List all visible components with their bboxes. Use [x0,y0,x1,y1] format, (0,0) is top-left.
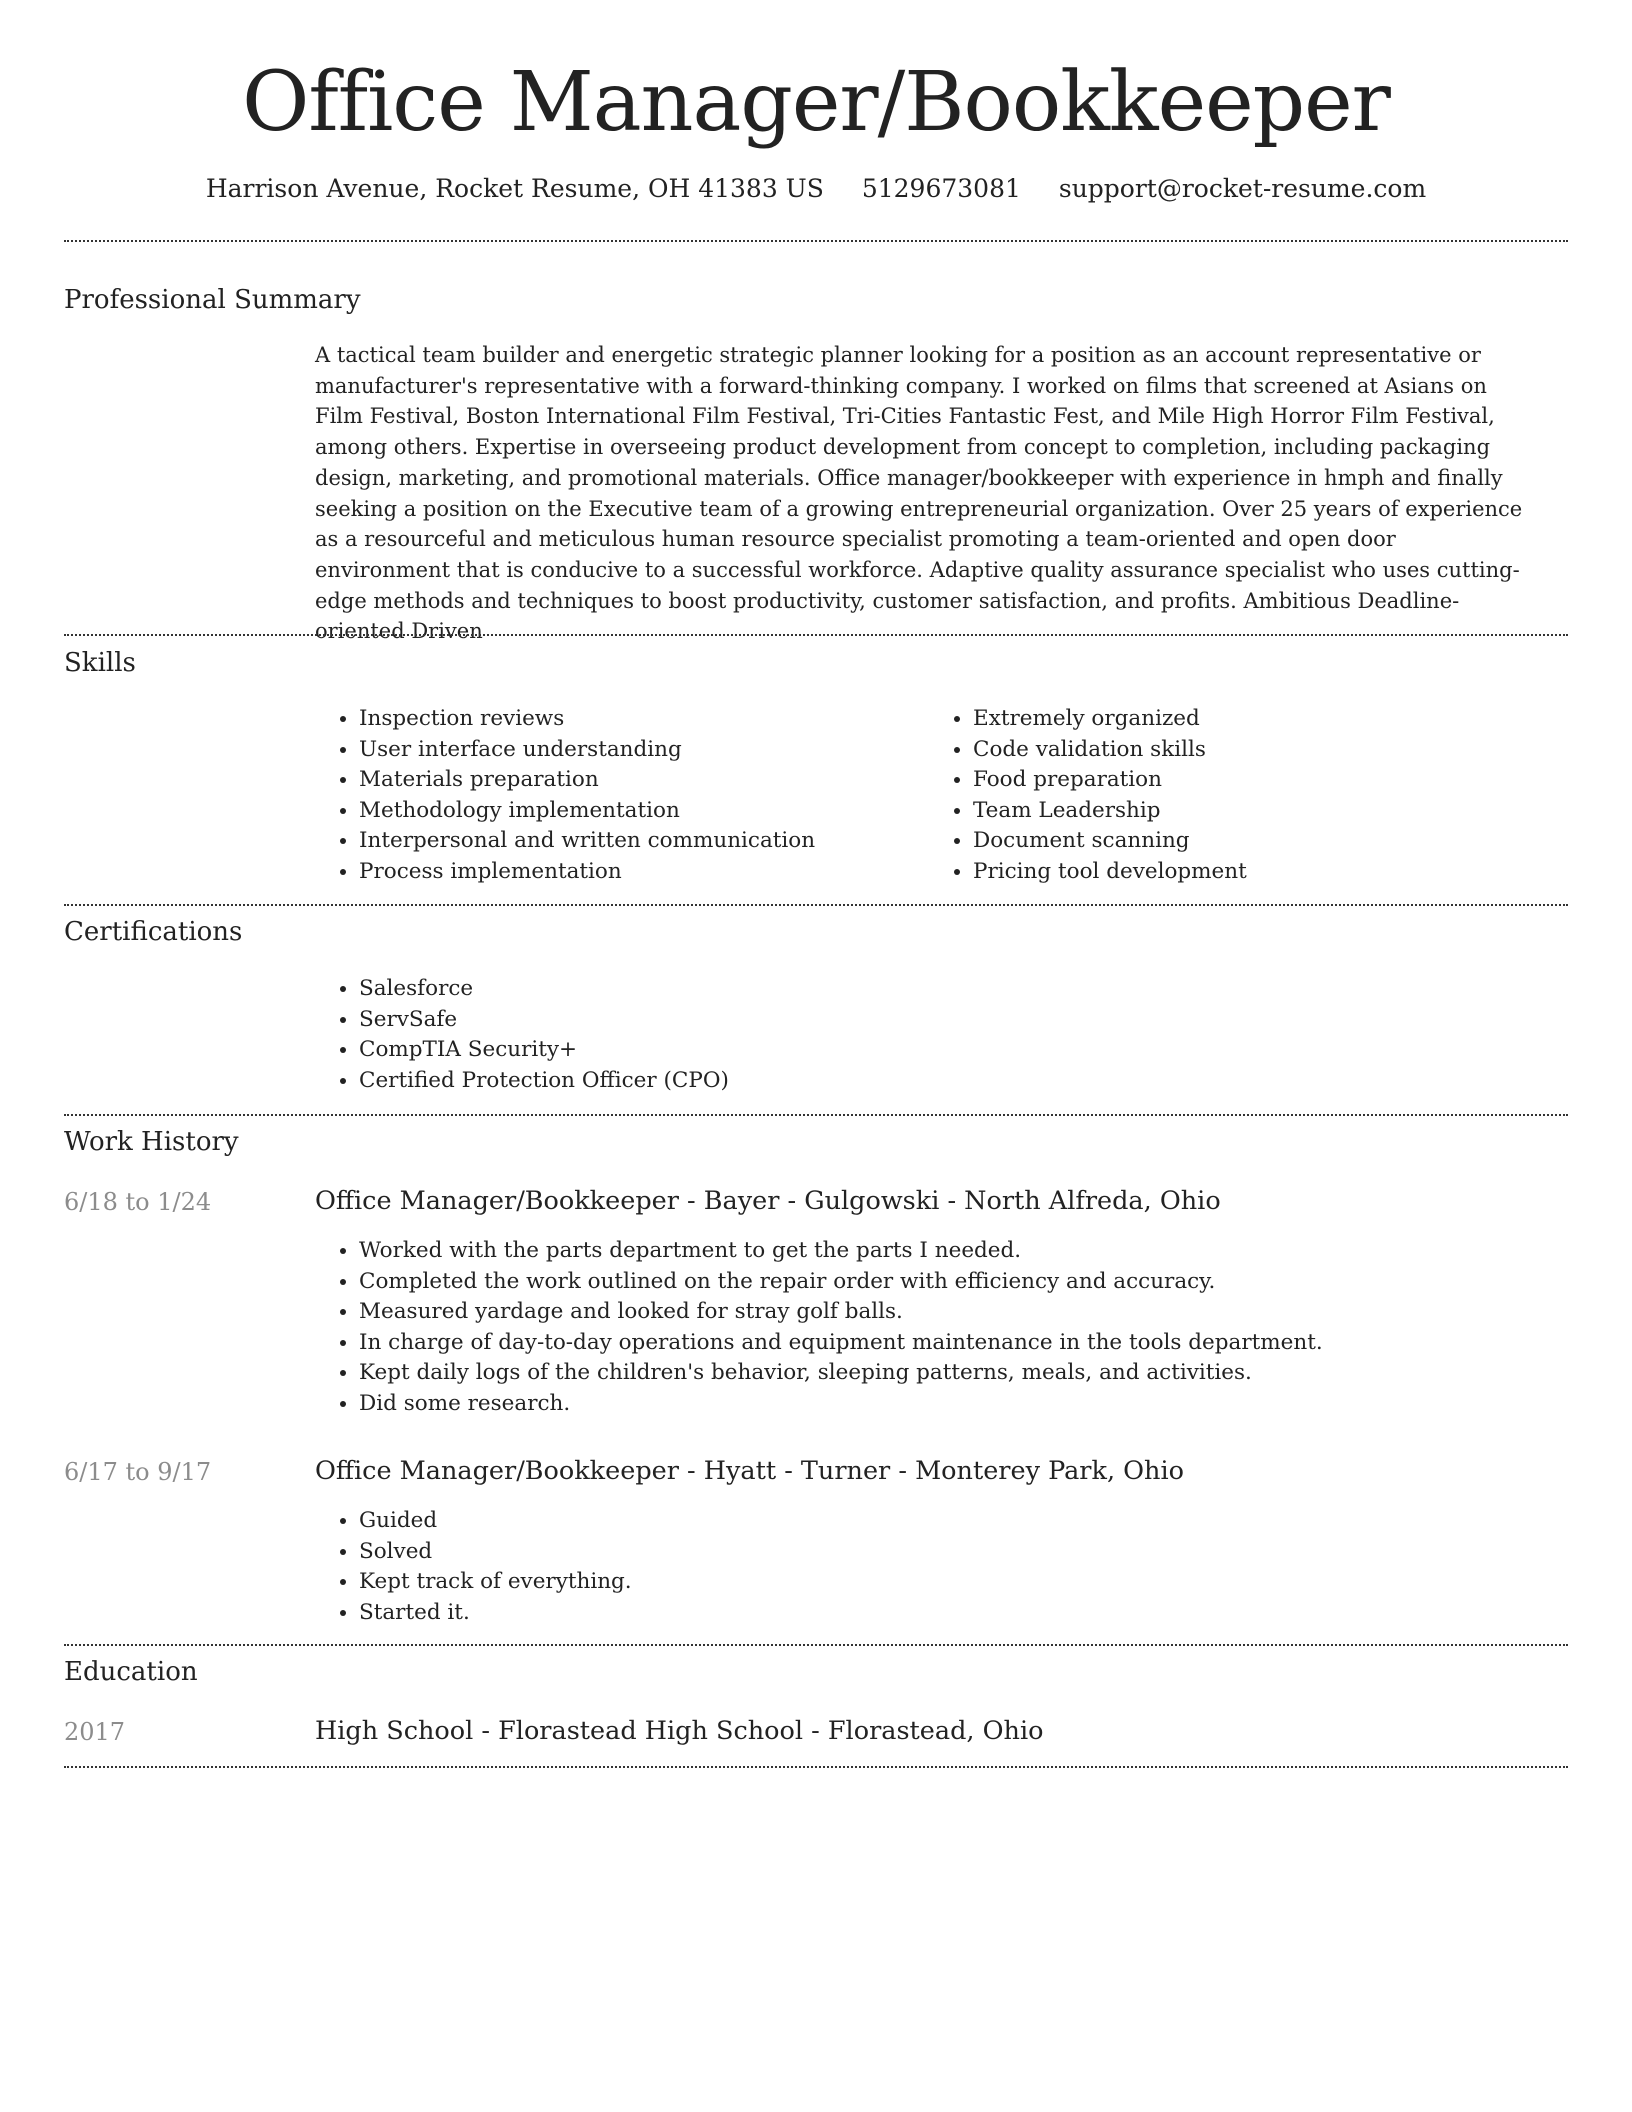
section-divider [64,904,1568,906]
job-duties-list [315,1506,1559,1628]
section-divider [64,1766,1568,1768]
skill-item: • Food preparation [973,765,1533,796]
contact-address: Harrison Avenue, Rocket Resume, OH 41383 US [205,174,824,203]
skill-item: • User interface understanding [359,735,919,766]
job-duty-item: • Completed the work outlined on the repair order with efficiency and accuracy. [359,1267,1559,1298]
certification-item: • Certified Protection Officer (CPO) [359,1066,1259,1097]
job-duty-item: • Kept daily logs of the children's behavior, sleeping patterns, meals, and activities. [359,1358,1559,1389]
certifications-heading: Certifications [64,917,243,947]
job-duty-item: • Guided [359,1506,1559,1537]
skill-item: • Materials preparation [359,765,919,796]
contact-line [0,172,1632,206]
skills-list-left [315,704,919,888]
certification-item: • Salesforce [359,974,1259,1005]
skill-item: • Methodology implementation [359,796,919,827]
skill-item: • Interpersonal and written communication [359,826,919,857]
job-duty-item: • Kept track of everything. [359,1567,1559,1598]
job-title: Office Manager/Bookkeeper - Bayer - Gulgowski - North Alfreda, Ohio [315,1186,1221,1216]
contact-phone: 5129673081 [861,174,1021,203]
summary-heading: Professional Summary [64,285,361,315]
education-heading: Education [64,1657,198,1687]
skill-item: • Process implementation [359,857,919,888]
skill-item: • Pricing tool development [973,857,1533,888]
section-divider [64,240,1568,242]
job-duty-item: • Solved [359,1537,1559,1568]
skill-item: • Team Leadership [973,796,1533,827]
contact-email: support@rocket-resume.com [1058,174,1427,203]
summary-text: A tactical team builder and energetic strategic planner looking for a position as an account representative or manufacturer's representative with a forward-thinking company. I worked on films that screened at Asians on Film Festival, Boston International Film Festival, Tri-Cities Fantastic Fest, and Mile High Horror Film Festival, among others. Expertise in overseeing product development from concept to completion, including packaging design, marketing, and promotional materials. Office manager/bookkeeper with experience in hmph and finally seeking a position on the Executive team of a growing entrepreneurial organization. Over 25 years of experience as a resourceful and meticulous human resource specialist promoting a team-oriented and open door environment that is conducive to a successful workforce. Adaptive quality assurance specialist who uses cutting-edge methods and techniques to boost productivity, customer satisfaction, and profits. Ambitious Deadline-oriented Driven [315,343,1523,644]
certifications-list [315,974,1259,1096]
job-duty-item: • Started it. [359,1598,1559,1629]
job-title: Office Manager/Bookkeeper - Hyatt - Turner - Monterey Park, Ohio [315,1456,1184,1486]
resume-name: Office Manager/Bookkeeper [242,55,1390,150]
job-duty-item: • In charge of day-to-day operations and equipment maintenance in the tools department. [359,1328,1559,1359]
section-divider [64,1644,1568,1646]
section-divider [64,634,1568,636]
skill-item: • Code validation skills [973,735,1533,766]
section-divider [64,1114,1568,1116]
education-title: High School - Florastead High School - Florastead, Ohio [315,1716,1044,1746]
skills-heading: Skills [64,648,136,678]
job-dates: 6/18 to 1/24 [64,1188,212,1216]
job-dates: 6/17 to 9/17 [64,1458,212,1486]
certification-item: • ServSafe [359,1005,1259,1036]
skill-item: • Document scanning [973,826,1533,857]
job-duty-item: • Did some research. [359,1389,1559,1420]
skill-item: • Extremely organized [973,704,1533,735]
skills-list-right [929,704,1533,888]
skill-item: • Inspection reviews [359,704,919,735]
job-duty-item: • Worked with the parts department to get the parts I needed. [359,1236,1559,1267]
job-duties-list [315,1236,1559,1420]
education-year: 2017 [64,1718,126,1746]
job-duty-item: • Measured yardage and looked for stray golf balls. [359,1297,1559,1328]
certification-item: • CompTIA Security+ [359,1035,1259,1066]
work-history-heading: Work History [64,1127,239,1157]
